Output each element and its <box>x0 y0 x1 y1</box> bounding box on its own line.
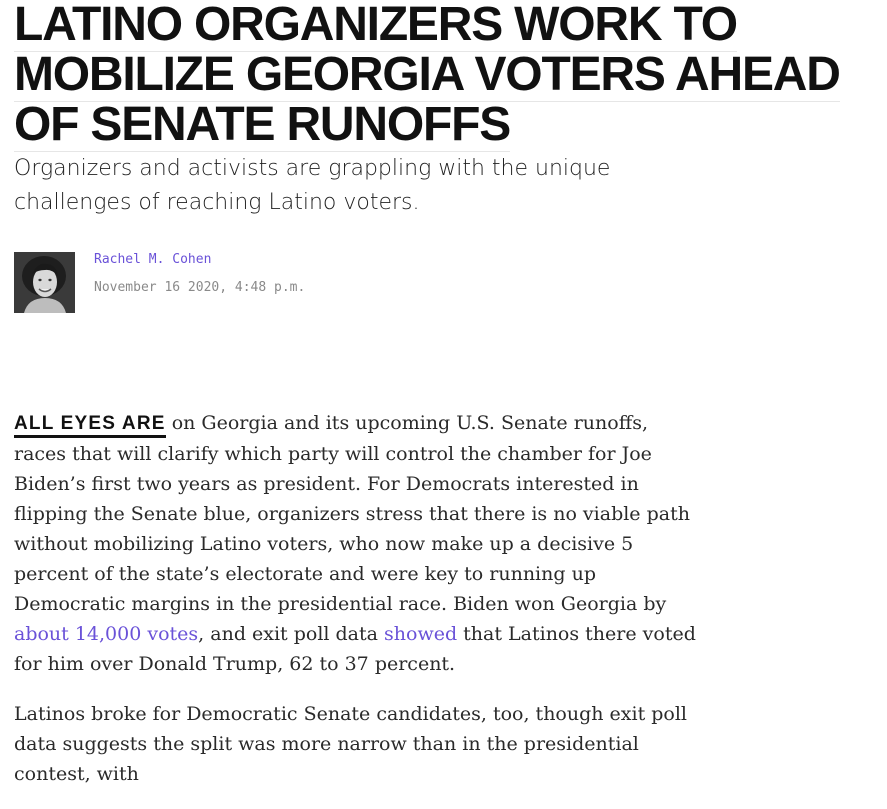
headline-text: LATINO ORGANIZERS WORK TO MOBILIZE GEORGIA VOTERS AHEAD OF SENATE RUNOFFS <box>14 0 840 151</box>
paragraph-1-text-a: on Georgia and its upcoming U.S. Senate runoffs, races that will clarify which party will control the chamber for Joe Biden’s first two years as president. For Democrats interested in flipping the Senate blue, organizers stress that there is no viable path without mobilizing Latino voters, who now make up a decisive 5 percent of the state’s electorate and were key to running up Democratic margins in the presidential race. Biden won Georgia by <box>14 412 690 615</box>
lead-in: ALL EYES ARE <box>14 413 166 438</box>
author-avatar[interactable] <box>14 252 75 313</box>
article-header <box>14 0 884 314</box>
publish-date: November 16 2020, 4:48 p.m. <box>94 280 306 295</box>
author-link[interactable]: Rachel M. Cohen <box>94 252 212 267</box>
paragraph-2: Latinos broke for Democratic Senate candidates, too, though exit poll data suggests the split was more narrow than in the presidential contest, with <box>14 703 688 785</box>
showed-link[interactable]: showed <box>384 623 458 645</box>
paragraph-1-text-c: that Latinos there voted for him over Donald Trump, 62 to 37 percent. <box>14 623 696 675</box>
subheadline: Organizers and activists are grappling with the unique challenges of reaching Latino voters. <box>14 156 611 215</box>
author-photo-icon <box>14 252 75 313</box>
paragraph-1 <box>14 408 699 679</box>
paragraph-1-text-b: , and exit poll data <box>198 623 385 645</box>
article-body <box>14 408 699 809</box>
votes-link[interactable]: about 14,000 votes <box>14 623 199 645</box>
byline <box>14 252 884 314</box>
headline <box>14 0 884 150</box>
